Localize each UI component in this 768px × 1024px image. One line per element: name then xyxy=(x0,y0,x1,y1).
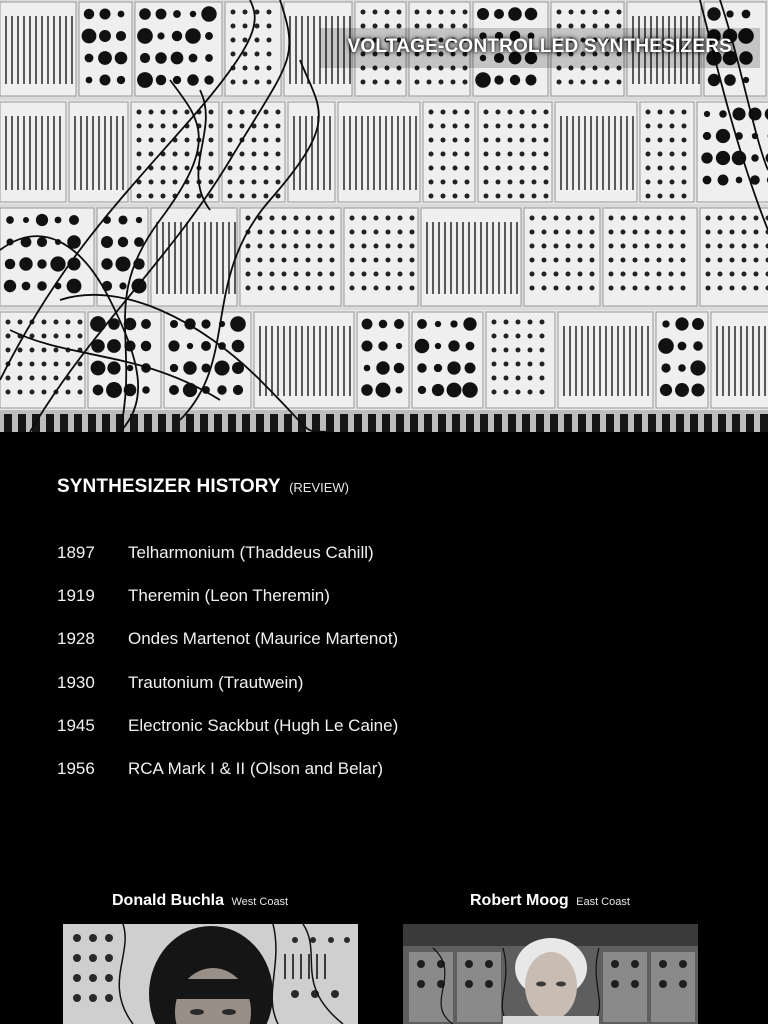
history-timeline xyxy=(57,543,657,802)
section-title: SYNTHESIZER HISTORY xyxy=(57,476,281,497)
moog-coast: East Coast xyxy=(576,896,630,908)
timeline-year: 1956 xyxy=(57,758,95,778)
timeline-instrument: Electronic Sackbut (Hugh Le Caine) xyxy=(128,715,399,735)
buchla-caption xyxy=(112,892,288,910)
buchla-coast: West Coast xyxy=(231,896,289,908)
timeline-year: 1930 xyxy=(57,672,95,692)
synthesizer-wall-photo xyxy=(0,0,768,432)
section-heading xyxy=(57,476,349,498)
page-title: VOLTAGE-CONTROLLED SYNTHESIZERS xyxy=(347,36,732,57)
timeline-entry xyxy=(57,673,657,716)
timeline-year: 1919 xyxy=(57,586,95,606)
timeline-instrument: RCA Mark I & II (Olson and Belar) xyxy=(128,758,384,778)
timeline-year: 1945 xyxy=(57,715,95,735)
timeline-instrument: Telharmonium (Thaddeus Cahill) xyxy=(128,543,374,562)
moog-portrait-photo xyxy=(403,924,698,1024)
timeline-entry xyxy=(57,629,657,672)
moog-caption xyxy=(470,892,630,910)
moog-portrait-illustration xyxy=(403,924,698,1024)
synthesizer-wall-illustration xyxy=(0,0,768,432)
buchla-name: Donald Buchla xyxy=(112,892,225,909)
timeline-year: 1928 xyxy=(57,629,95,649)
timeline-year: 1897 xyxy=(57,543,95,562)
timeline-entry xyxy=(57,543,657,586)
timeline-entry xyxy=(57,716,657,759)
timeline-entry xyxy=(57,759,657,802)
timeline-instrument: Ondes Martenot (Maurice Martenot) xyxy=(128,629,399,649)
timeline-instrument: Trautonium (Trautwein) xyxy=(128,672,304,692)
buchla-portrait-photo xyxy=(63,924,358,1024)
timeline-entry xyxy=(57,586,657,629)
timeline-instrument: Theremin (Leon Theremin) xyxy=(128,586,330,606)
section-subtitle: (REVIEW) xyxy=(289,480,350,495)
moog-name: Robert Moog xyxy=(470,892,569,909)
buchla-portrait-illustration xyxy=(63,924,358,1024)
